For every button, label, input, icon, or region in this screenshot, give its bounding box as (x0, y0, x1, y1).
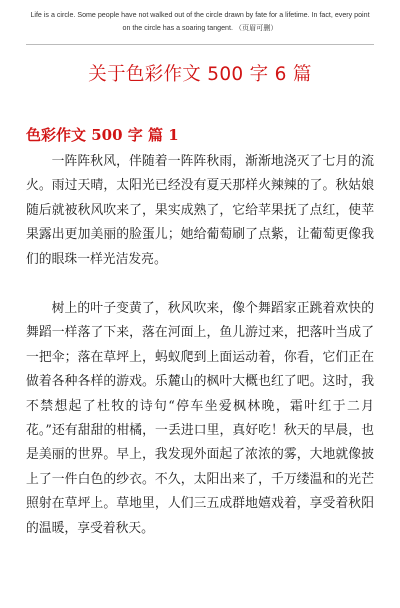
section-heading: 色彩作文 500 字 篇 1 (26, 126, 179, 144)
body-paragraph-1: 一阵阵秋风，伴随着一阵阵秋雨，渐渐地浇灭了七月的流火。雨过天晴，太阳光已经没有夏天那样火辣辣的了。秋姑娘随后就被秋风吹来了，果实成熟了，它给苹果抚了点红，使苹果露出更加美丽的脸蛋儿；她给葡萄刷了点紫，让葡萄更像我们的眼珠一样光洁发亮。 (26, 154, 374, 267)
header-quote-text: Life is a circle. Some people have not walked out of the circle drawn by fate for a lifetime. In fact, every point on the circle has a soaring tangent. (30, 11, 370, 32)
header-delete-note: （页眉可删） (234, 24, 278, 32)
header-divider (26, 44, 374, 45)
body-paragraph-2: 树上的叶子变黄了，秋风吹来，像个舞蹈家正跳着欢快的舞蹈一样落了下来，落在河面上，鱼儿游过来，把落叶当成了一把伞；落在草坪上，蚂蚁爬到上面运动着，你看，它们正在做着各种各样的游戏。乐麓山的枫叶大概也红了吧。这时，我不禁想起了杜牧的诗句“停车坐爱枫林晚，霜叶红于二月花。”还有甜甜的柑橘，一丢进口里，真好吃！秋天的早晨，也是美丽的世界。早上，我发现外面起了浓浓的雾，大地就像披上了一件白色的纱衣。不久，太阳出来了，千万缕温和的光芒照射在草坪上。草地里，人们三五成群地嬉戏着，享受着秋阳的温暖，享受着秋天。 (26, 301, 374, 536)
header-quote (26, 9, 374, 35)
document-title: 关于色彩作文 500 字 6 篇 (88, 64, 312, 85)
